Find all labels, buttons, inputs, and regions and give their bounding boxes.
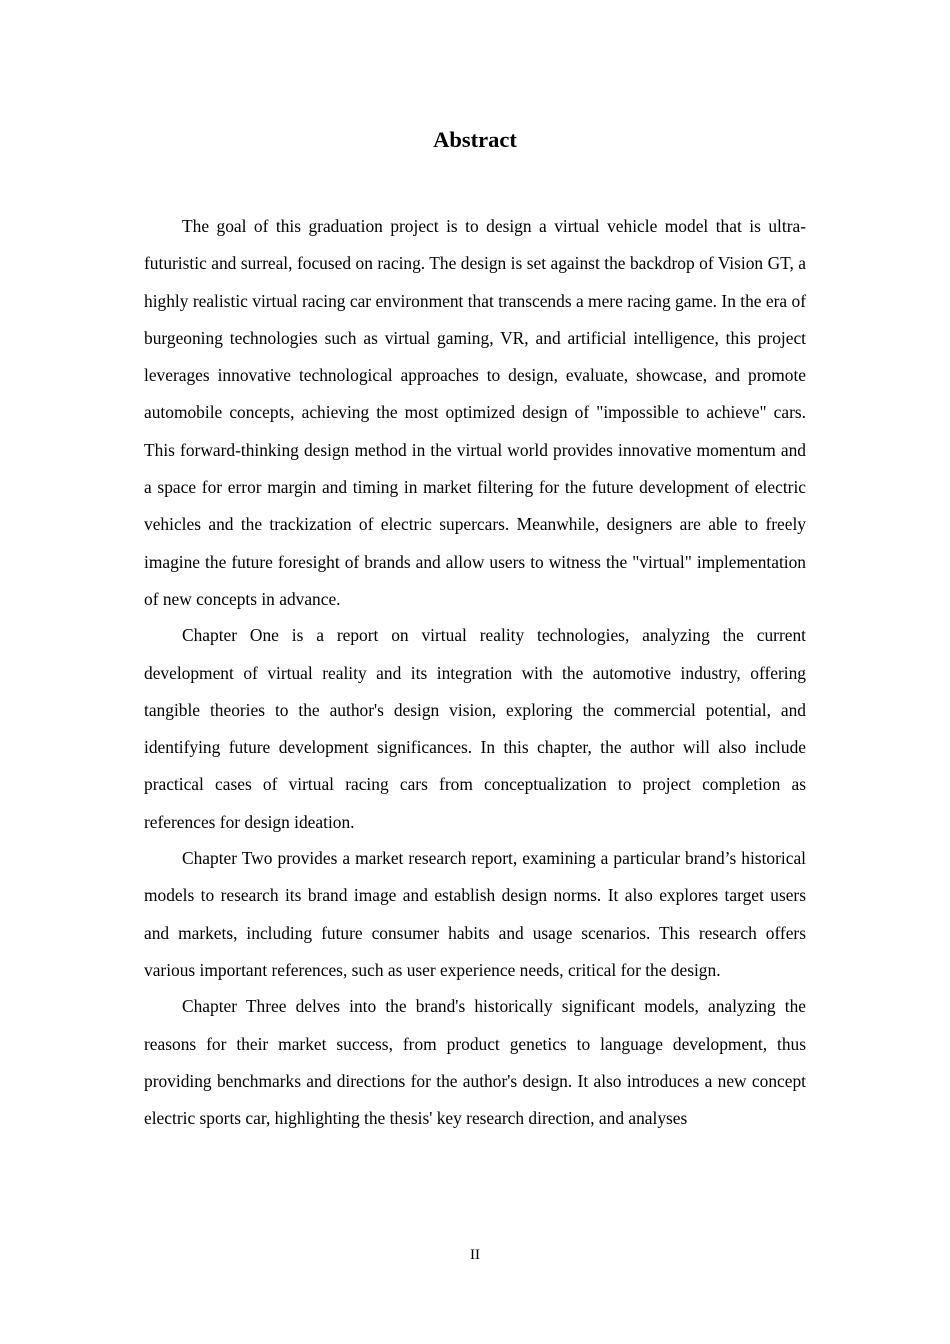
paragraph-chapter-one: Chapter One is a report on virtual reality technologies, analyzing the current development of virtual reality and its integration with the automotive industry, offering tangible theories to the author's design vision, exploring the commercial potential, and identifying future development significances. In this chapter, the author will also include practical cases of virtual racing cars from conceptualization to project completion as references for design ideation. [144, 625, 806, 832]
abstract-body [144, 208, 806, 1137]
paragraph-chapter-three: Chapter Three delves into the brand's historically significant models, analyzing the reasons for their market success, from product genetics to language development, thus providing benchmarks and directions for the author's design. It also introduces a new concept electric sports car, highlighting the thesis' key research direction, and analyses [144, 996, 806, 1129]
paragraph-chapter-two: Chapter Two provides a market research report, examining a particular brand’s historical models to research its brand image and establish design norms. It also explores target users and markets, including future consumer habits and usage scenarios. This research offers various important references, such as user experience needs, critical for the design. [144, 848, 806, 980]
page-number: II [470, 1247, 480, 1263]
paragraph-intro: The goal of this graduation project is to design a virtual vehicle model that is ultra-futuristic and surreal, focused on racing. The design is set against the backdrop of Vision GT, a highly realistic virtual racing car environment that transcends a mere racing game. In the era of burgeoning technologies such as virtual gaming, VR, and artificial intelligence, this project leverages innovative technological approaches to design, evaluate, showcase, and promote automobile concepts, achieving the most optimized design of "impossible to achieve" cars. This forward-thinking design method in the virtual world provides innovative momentum and a space for error margin and timing in market filtering for the future development of electric vehicles and the trackization of electric supercars. Meanwhile, designers are able to freely imagine the future foresight of brands and allow users to witness the "virtual" implementation of new concepts in advance. [144, 216, 806, 609]
page-title: Abstract [433, 127, 517, 152]
